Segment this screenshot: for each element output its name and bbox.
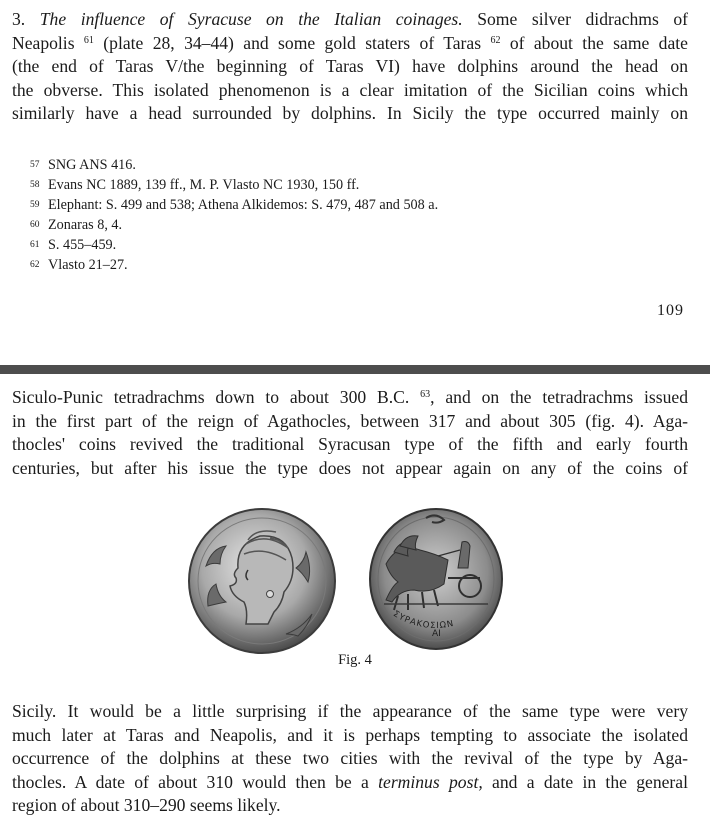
text-line: Siculo-Punic tetradrachms down to about 300 B.C. $^{63}$, and on the tetradrachms issued — [12, 387, 688, 407]
text-line: thocles' coins revived the traditional Syracusan type of the fifth and early fourth — [12, 434, 688, 454]
text-line: region of about 310–290 seems likely. — [12, 795, 281, 815]
coin-obverse — [189, 509, 335, 653]
footnote-ref-62: 62 — [490, 34, 501, 46]
section-title: The influence of Syracuse on the Italian coinages. — [39, 9, 463, 29]
text-line: much later at Taras and Neapolis, and it is perhaps tempting to associate the isolated — [12, 724, 688, 745]
text-line: similarly have a head surrounded by dolphins. In Sicily the type occurred mainly on — [12, 103, 688, 123]
coin-reverse — [370, 509, 502, 649]
text-line: 3. The influence of Syracuse on the Italian coinages. Some silver didrachms of — [12, 9, 689, 29]
terminus-post-term: terminus post, — [378, 771, 483, 792]
text-line: in the first part of the reign of Agathocles, between 317 and about 305 (fig. 4). Aga- — [12, 410, 688, 431]
footnote-ref-61: 61 — [83, 34, 94, 46]
page-divider — [0, 365, 710, 374]
figure-4-coins — [186, 506, 504, 656]
footnote-59: 59 Elephant: S. 499 and 538; Athena Alkidemos: S. 479, 487 and 508 a. — [30, 197, 439, 213]
reverse-monogram: ΑΙ — [432, 629, 441, 639]
text-line: centuries, but after his issue the type does not appear again on any of the coins of — [12, 457, 688, 478]
footnote-62: 62 Vlasto 21–27. — [30, 257, 128, 273]
footnotes — [30, 155, 438, 275]
footnote-58: 58 Evans NC 1889, 139 ff., M. P. Vlasto NC 1930, 150 ff. — [30, 177, 360, 193]
footnote-57: 57 SNG ANS 416. — [30, 157, 136, 173]
footnote-ref-63: 63 — [420, 389, 431, 400]
text-line: the obverse. This isolated phenomenon is a clear imitation of the Sicilian coins which — [12, 79, 688, 100]
footnote-60: 60 Zonaras 8, 4. — [30, 217, 123, 233]
page-number: 109 — [657, 302, 684, 319]
text-line: occurrence of the dolphins at these two cities with the revival of the type by Aga- — [12, 748, 688, 768]
paragraph-syracuse-influence — [12, 8, 688, 126]
paragraph-siculo-punic — [12, 386, 688, 480]
footnote-61: 61 S. 455–459. — [30, 237, 117, 253]
text-line: Neapolis $^{61}$ (plate 28, 34–44) and some gold staters of Taras $^{62}$ of about the same date — [12, 32, 688, 53]
figure-caption: Fig. 4 — [338, 652, 372, 668]
reverse-legend: ΣΥΡΑΚΟΣΙΩΝ — [391, 609, 456, 632]
paragraph-conclusion — [12, 700, 688, 818]
text-line: thocles. A date of about 310 would then be a terminus post, and a date in the general — [12, 771, 688, 792]
text-line: (the end of Taras V/the beginning of Taras VI) have dolphins around the head on — [12, 56, 688, 76]
text-line: Sicily. It would be a little surprising if the appearance of the same type were very — [12, 701, 688, 721]
